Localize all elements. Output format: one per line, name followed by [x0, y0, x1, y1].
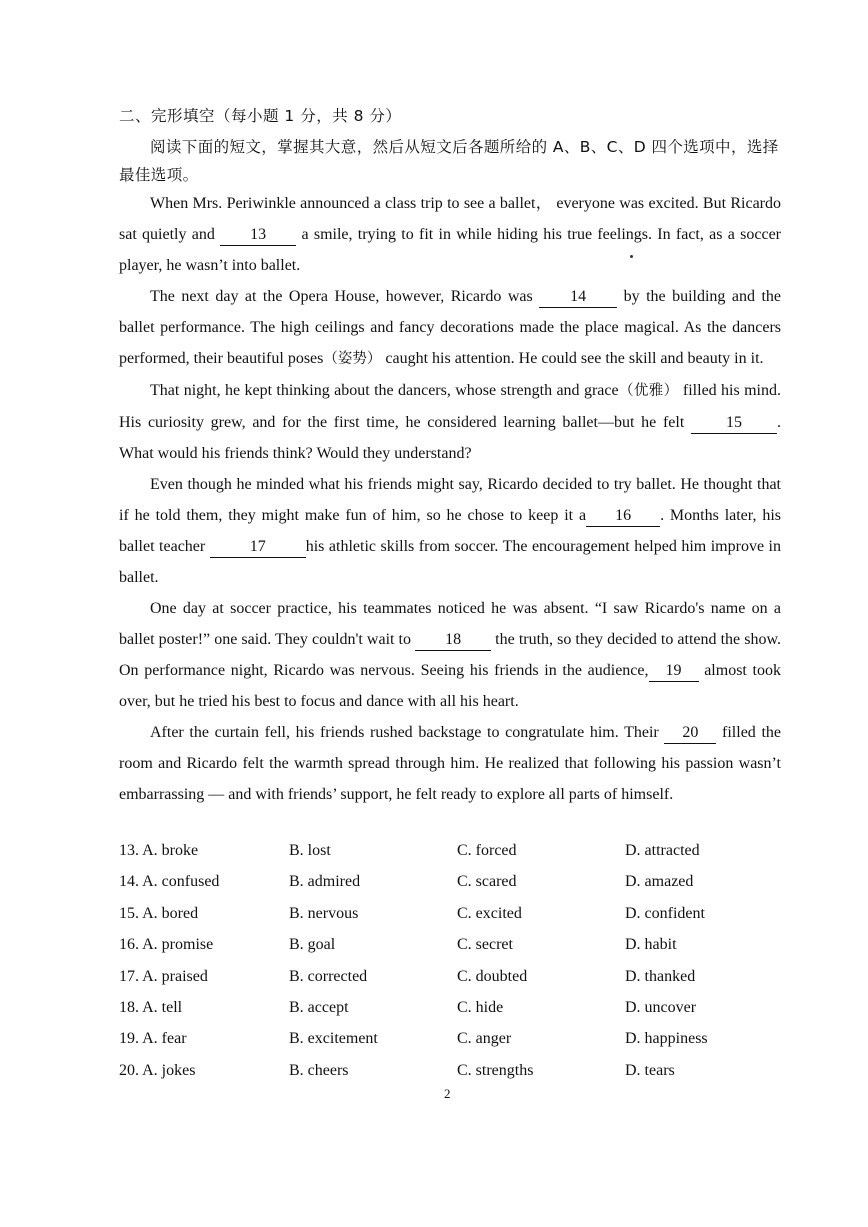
option-d: D. habit: [625, 936, 677, 954]
blank-14: 14: [539, 287, 617, 308]
blank-18: 18: [415, 630, 491, 651]
chinese-gloss: （优雅）: [618, 383, 679, 399]
option-row-14: [119, 869, 799, 900]
option-c: C. excited: [457, 904, 522, 922]
paragraph-text: a smile, trying to fit in while hiding his true feelings. In fact, as a soccer player, he wasn’t into ballet.: [119, 226, 782, 274]
option-row-16: [119, 932, 799, 963]
option-b: B. cheers: [289, 1061, 349, 1079]
cloze-passage: [119, 188, 781, 810]
option-a: 15. A. bored: [119, 904, 199, 922]
option-a: 13. A. broke: [119, 842, 199, 859]
paragraph-3: [119, 375, 781, 469]
option-b: B. excitement: [289, 1030, 378, 1048]
option-c: C. forced: [457, 842, 517, 859]
option-a: 19. A. fear: [119, 1030, 187, 1048]
option-row-13: [119, 838, 799, 869]
paragraph-6: [119, 717, 781, 810]
page-number: 2: [444, 1086, 451, 1101]
option-a: 16. A. promise: [119, 936, 214, 954]
option-a: 20. A. jokes: [119, 1061, 196, 1079]
blank-15: 15: [691, 413, 777, 434]
option-a: 17. A. praised: [119, 967, 208, 985]
blank-16: 16: [586, 506, 660, 527]
option-a: 18. A. tell: [119, 998, 183, 1016]
option-b: B. corrected: [289, 967, 368, 985]
option-d: D. uncover: [625, 998, 697, 1016]
option-b: B. lost: [289, 842, 331, 859]
option-c: C. secret: [457, 936, 513, 954]
option-c: C. strengths: [457, 1061, 534, 1079]
answer-options: [119, 838, 799, 1089]
paragraph-text: his athletic skills from soccer. The encouragement helped him improve in ballet.: [119, 538, 782, 586]
option-b: B. goal: [289, 936, 336, 954]
blank-20: 20: [664, 723, 716, 744]
option-c: C. scared: [457, 873, 517, 891]
option-c: C. hide: [457, 998, 504, 1016]
blank-17: 17: [210, 537, 306, 558]
paragraph-text: The next day at the Opera House, however, Ricardo was: [150, 288, 540, 305]
paragraph-text: almost took over, but he tried his best to focus and dance with all his heart.: [119, 662, 781, 710]
paragraph-text: by the building and the ballet performance. The high ceilings and fancy decorations made the place magical. As the dancers performed, their beautiful poses: [119, 288, 782, 367]
option-b: B. nervous: [289, 904, 359, 922]
option-row-19: [119, 1026, 799, 1057]
paragraph-5: [119, 593, 781, 717]
option-d: D. attracted: [625, 842, 700, 859]
instructions: 阅读下面的短文，掌握其大意，然后从短文后各题所给的 A、B、C、D 四个选项中，选择最佳选项。: [119, 138, 779, 184]
paragraph-text: That night, he kept thinking about the dancers, whose strength and grace: [150, 382, 619, 399]
paragraph-1: [119, 188, 781, 281]
option-a: 14. A. confused: [119, 873, 220, 891]
option-d: D. confident: [625, 904, 705, 922]
option-d: D. thanked: [625, 967, 696, 985]
option-c: C. anger: [457, 1030, 512, 1048]
paragraph-text: the truth, so they decided to attend the show. On performance night, Ricardo was nervous. Seeing his friends in the audience,: [119, 631, 781, 679]
option-c: C. doubted: [457, 967, 528, 985]
paragraph-text: caught his attention. He could see the skill and beauty in it.: [381, 350, 764, 367]
paragraph-text: . Months later, his ballet teacher: [119, 507, 782, 555]
option-d: D. amazed: [625, 873, 694, 891]
paragraph-2: [119, 281, 781, 375]
blank-13: 13: [220, 225, 296, 246]
stray-mark: [630, 255, 633, 258]
option-row-20: [119, 1058, 799, 1089]
paragraph-text: filled the room and Ricardo felt the warmth spread through him. He realized that following his passion wasn’t embarrassing — and with friends’ support, he felt ready to explore all parts of himself.: [119, 724, 781, 803]
paragraph-text: . What would his friends think? Would they understand?: [119, 414, 781, 462]
paragraph-text: After the curtain fell, his friends rushed backstage to congratulate him. Their: [150, 724, 665, 741]
option-b: B. admired: [289, 873, 361, 891]
option-d: D. tears: [625, 1061, 675, 1079]
paragraph-text: One day at soccer practice, his teammates noticed he was absent. “I saw Ricardo's name on a ballet poster!” one said. They couldn't wait to: [119, 600, 781, 648]
paragraph-text: filled his mind. His curiosity grew, and for the first time, he considered learning ballet—but he felt: [119, 382, 782, 431]
paragraph-4: [119, 469, 781, 593]
option-row-15: [119, 901, 799, 932]
blank-19: 19: [649, 661, 699, 682]
section-title: 二、完形填空（每小题 1 分，共 8 分）: [119, 107, 402, 125]
chinese-gloss: （姿势）: [323, 351, 382, 367]
paragraph-text: Even though he minded what his friends might say, Ricardo decided to try ballet. He thought that if he told them, they might make fun of him, so he chose to keep it a: [119, 476, 781, 524]
option-row-18: [119, 995, 799, 1026]
option-row-17: [119, 964, 799, 995]
option-d: D. happiness: [625, 1030, 708, 1048]
option-b: B. accept: [289, 998, 349, 1016]
paragraph-text: When Mrs. Periwinkle announced a class trip to see a ballet， everyone was excited. But Ricardo sat quietly and: [119, 195, 781, 243]
